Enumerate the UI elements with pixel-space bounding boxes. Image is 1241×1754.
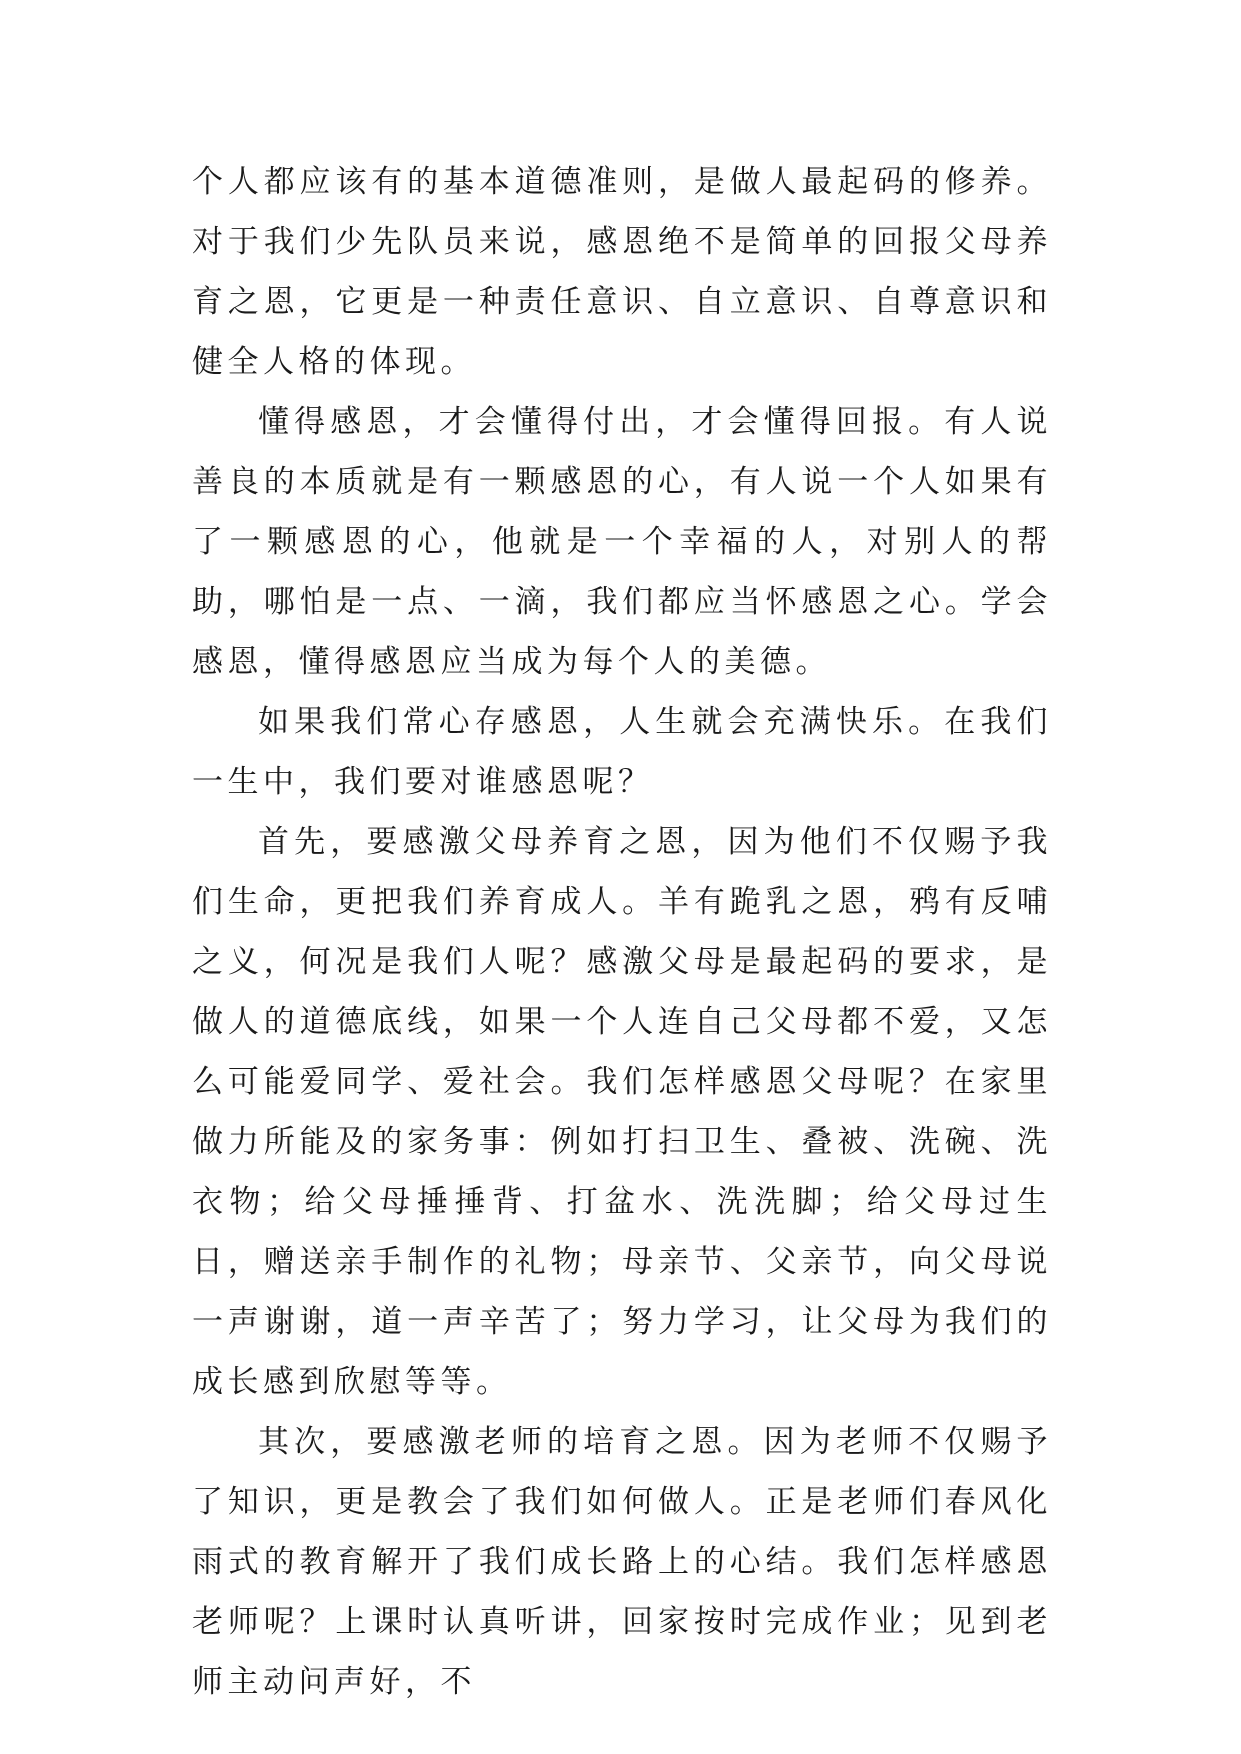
paragraph-continued: 个人都应该有的基本道德准则，是做人最起码的修养。对于我们少先队员来说，感恩绝不是简单的回报父母养育之恩，它更是一种责任意识、自立意识、自尊意识和健全人格的体现。 xyxy=(192,164,1052,380)
paragraph-parents: 首先，要感激父母养育之恩，因为他们不仅赐予我们生命，更把我们养育成人。羊有跪乳之恩，鸦有反哺之义，何况是我们人呢？感激父母是最起码的要求，是做人的道德底线，如果一个人连自己父母都不爱，又怎么可能爱同学、爱社会。我们怎样感恩父母呢？在家里做力所能及的家务事：例如打扫卫生、叠被、洗碗、洗衣物；给父母捶捶背、打盆水、洗洗脚；给父母过生日，赠送亲手制作的礼物；母亲节、父亲节，向父母说一声谢谢，道一声辛苦了；努力学习，让父母为我们的成长感到欣慰等等。 xyxy=(192,824,1052,1400)
paragraph-teachers: 其次，要感激老师的培育之恩。因为老师不仅赐予了知识，更是教会了我们如何做人。正是老师们春风化雨式的教育解开了我们成长路上的心结。我们怎样感恩老师呢？上课时认真听讲，回家按时完成作业；见到老师主动问声好，不 xyxy=(192,1424,1052,1700)
paragraph-gratitude-meaning: 懂得感恩，才会懂得付出，才会懂得回报。有人说善良的本质就是有一颗感恩的心，有人说一个人如果有了一颗感恩的心，他就是一个幸福的人，对别人的帮助，哪怕是一点、一滴，我们都应当怀感恩之心。学会感恩，懂得感恩应当成为每个人的美德。 xyxy=(192,404,1052,680)
document-body xyxy=(192,152,1052,1712)
paragraph-question: 如果我们常心存感恩，人生就会充满快乐。在我们一生中，我们要对谁感恩呢？ xyxy=(192,704,1052,800)
